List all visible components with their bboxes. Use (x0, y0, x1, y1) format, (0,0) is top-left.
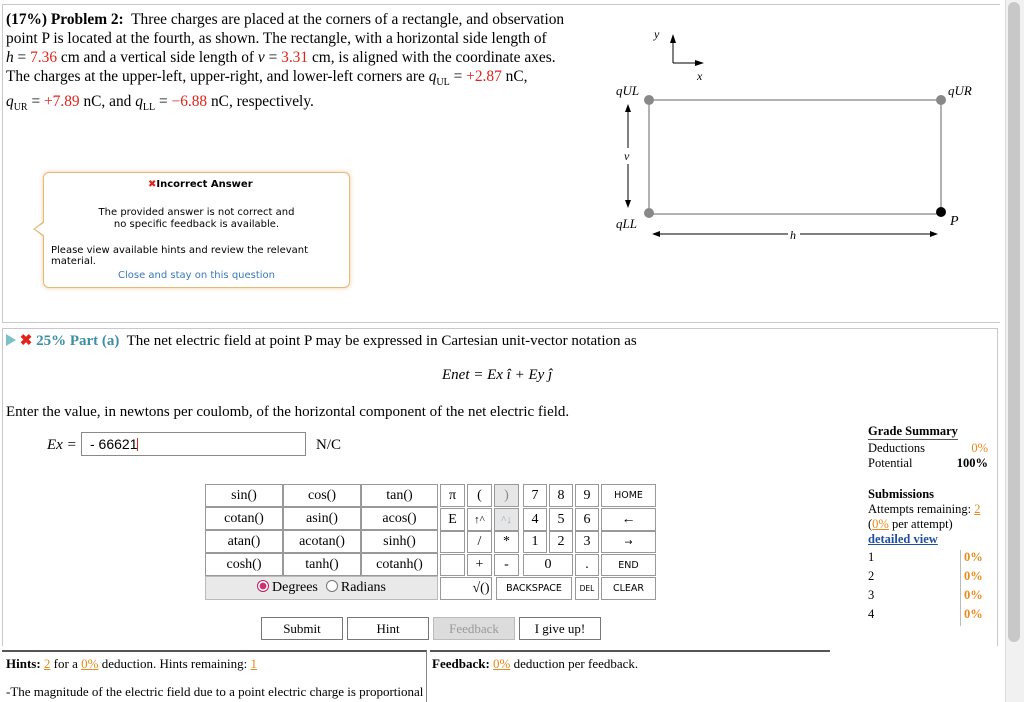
key-dot[interactable]: . (575, 554, 599, 576)
net-field-equation: Enet = Ex î + Ey ĵ (442, 367, 553, 383)
key-empty-b (440, 554, 465, 576)
y-axis-label: y (654, 27, 660, 41)
part-a-heading: ✖ 25% Part (a) The net electric field at point P may be expressed in Cartesian unit-vector notation as (6, 331, 637, 350)
degrees-radio[interactable]: Degrees (257, 580, 318, 596)
submission-row: 1 0% (868, 550, 988, 569)
v-value: 3.31 (281, 49, 309, 66)
charge-ur (936, 95, 946, 105)
key-rparen[interactable]: ) (494, 484, 519, 507)
qur-value: +7.89 (44, 93, 80, 111)
problem-statement: (17%) Problem 2: Three charges are placed at the corners of a rectangle, and observation point P is located at the fourth, as shown. The rectangle, with a horizontal side length of h = 7.36 cm and a vertical side length of v = 3.31 cm, is aligned with the coordinate axes. The charges at the upper-left, upper-right, and lower-left corners are $q_{UL} = +2.87$ nC, $q_{UR} = +7.89$ nC, and $q_{LL} = -6.88$ nC, respectively. (6, 11, 565, 114)
key-5[interactable]: 5 (549, 508, 573, 531)
incorrect-answer-popup: ✖Incorrect Answer The provided answer is not correct and no specific feedback is available. Please view available hints and review the relevant material. Close and stay on this question (43, 172, 350, 288)
key-upshift[interactable]: ^↓ (494, 508, 519, 531)
point-p (936, 207, 946, 217)
popup-title: Incorrect Answer (156, 179, 253, 190)
incorrect-x-icon: ✖ (148, 179, 157, 190)
submit-button[interactable]: Submit (261, 617, 343, 640)
angle-mode (205, 576, 438, 600)
grade-summary: Grade Summary Deductions 0% Potential 100% Submissions Attempts remaining: 2 (0% per attempt) detailed view 1 0% 2 0% 3 0% 4 0% (868, 424, 988, 626)
x-axis-arrow-icon (695, 60, 704, 66)
hints-section: Hints: 2 for a 0% deduction. Hints remaining: 1 -The magnitude of the electric field due to a point electric charge is proportional (2, 650, 427, 702)
key-slash[interactable]: / (467, 531, 492, 553)
qll-value: −6.88 (171, 93, 208, 111)
radians-radio[interactable]: Radians (326, 580, 386, 596)
hint-button[interactable]: Hint (347, 617, 429, 640)
func-key-tan[interactable]: tan() (361, 484, 438, 507)
func-key-acos[interactable]: acos() (361, 507, 438, 530)
key-7[interactable]: 7 (523, 484, 547, 507)
detailed-view-link[interactable]: detailed view (868, 532, 938, 546)
key-1[interactable]: 1 (523, 531, 547, 553)
key-clear[interactable]: CLEAR (601, 577, 656, 600)
key-home[interactable]: HOME (601, 484, 656, 507)
func-key-atan[interactable]: atan() (205, 530, 283, 553)
key-0[interactable]: 0 (523, 554, 573, 576)
give-up-button[interactable]: I give up! (519, 617, 601, 640)
key-9[interactable]: 9 (575, 484, 599, 507)
key-e[interactable]: E (440, 508, 465, 531)
func-key-sinh[interactable]: sinh() (361, 530, 438, 553)
key-left[interactable]: ← (601, 508, 656, 531)
y-axis-arrow-icon (670, 34, 676, 43)
answer-input[interactable]: - 66621 (81, 432, 306, 456)
key-2[interactable]: 2 (549, 531, 573, 553)
func-key-cotanh[interactable]: cotanh() (361, 553, 438, 576)
rectangle-diagram (610, 18, 990, 258)
key-backspace[interactable]: BACKSPACE (496, 577, 572, 600)
expand-arrow-icon[interactable] (6, 334, 16, 346)
incorrect-x-icon: ✖ (19, 333, 33, 349)
func-key-cotan[interactable]: cotan() (205, 507, 283, 530)
feedback-button[interactable]: Feedback (433, 617, 515, 640)
x-axis-label: x (697, 69, 703, 83)
key-plus[interactable]: + (467, 554, 492, 576)
func-key-acotan[interactable]: acotan() (283, 530, 361, 553)
h-value: 7.36 (30, 49, 58, 66)
submission-row: 3 0% (868, 588, 988, 607)
close-stay-link[interactable]: Close and stay on this question (117, 270, 276, 281)
ex-label: Ex = (47, 437, 77, 453)
func-key-cosh[interactable]: cosh() (205, 553, 283, 576)
key-sqrt[interactable]: √() (472, 580, 490, 596)
scrollbar-thumb[interactable] (1008, 2, 1020, 642)
label-qll: qLL (616, 216, 637, 231)
func-key-sin[interactable]: sin() (205, 484, 283, 507)
key-star[interactable]: * (494, 531, 519, 553)
label-qur: qUR (948, 83, 972, 98)
func-key-cos[interactable]: cos() (283, 484, 361, 507)
qul-value: +2.87 (466, 68, 502, 85)
charge-ll (644, 208, 654, 218)
label-p: P (950, 214, 959, 229)
key-lparen[interactable]: ( (467, 484, 492, 507)
key-pi[interactable]: π (440, 484, 465, 507)
key-8[interactable]: 8 (549, 484, 573, 507)
key-up[interactable]: ↑^ (467, 508, 492, 531)
instruction-text: Enter the value, in newtons per coulomb, of the horizontal component of the net electric field. (6, 404, 570, 420)
feedback-section: Feedback: 0% deduction per feedback. (430, 650, 830, 702)
submission-row: 2 0% (868, 569, 988, 588)
problem-heading: (17%) Problem 2: (6, 11, 124, 28)
key-4[interactable]: 4 (523, 508, 547, 531)
key-minus[interactable]: - (494, 554, 519, 576)
unit-label: N/C (316, 437, 342, 453)
key-3[interactable]: 3 (575, 531, 599, 553)
func-key-tanh[interactable]: tanh() (283, 553, 361, 576)
hint-text: -The magnitude of the electric field due to a point electric charge is proportional (6, 684, 424, 699)
submission-row: 4 0% (868, 607, 988, 626)
charge-ul (644, 95, 654, 105)
key-6[interactable]: 6 (575, 508, 599, 531)
label-v: v (624, 149, 630, 163)
func-key-asin[interactable]: asin() (283, 507, 361, 530)
key-empty-a (440, 531, 465, 553)
key-end[interactable]: END (601, 554, 656, 576)
label-h: h (790, 228, 796, 242)
label-qul: qUL (616, 83, 640, 98)
key-del[interactable]: DEL (575, 577, 599, 600)
key-right[interactable]: → (601, 531, 656, 553)
